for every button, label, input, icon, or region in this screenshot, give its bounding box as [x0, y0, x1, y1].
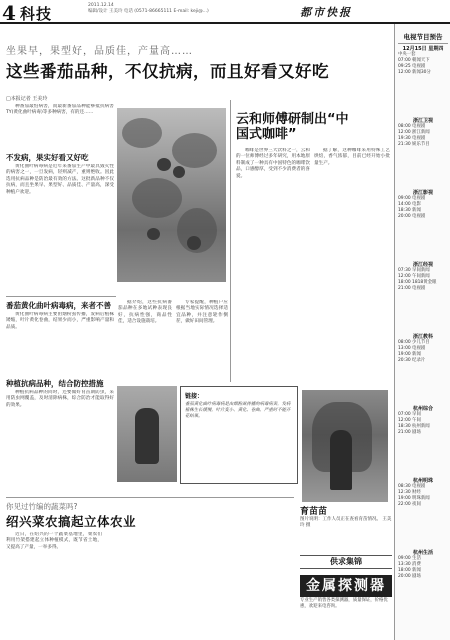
tv-program-line: 14:00 电影: [398, 202, 421, 207]
bottom-body-text: 近日，在绍兴的一个蔬菜基地里，菜农们利用竹架搭建起立体种植模式，既节省土地，又提高了产量，一举多得。: [6, 532, 102, 550]
tv-channel-block: [398, 334, 448, 364]
subhead-3: 种植抗病品种，结合防控措施: [6, 379, 104, 388]
tv-program-line: 08:00 少儿节目: [398, 340, 430, 345]
coffee-body-2: [314, 148, 390, 382]
tv-guide-title: 电视节目预告: [398, 30, 448, 44]
tv-program-line: 18:00 新闻: [398, 568, 421, 573]
tv-channel-name: 浙江影视: [412, 190, 433, 196]
coffee-body-1: [236, 148, 310, 382]
tv-channel-block: [398, 406, 448, 436]
body-5-text: 专家提醒，种植户应根据当地实际情况选择适宜品种，并注意轮作倒茬，做好田间管理。: [176, 300, 228, 325]
subhead-1: 不发病，果实好看又好吃: [6, 153, 89, 162]
info-box: [180, 386, 298, 484]
tv-program-line: 19:00 新闻: [398, 352, 421, 357]
tv-channel-name: 杭州生活: [412, 550, 433, 556]
tv-program-line: 21:00 剧场: [398, 430, 421, 435]
article-body-4: [118, 300, 172, 380]
article-kicker: 坐果早，果型好，品质佳，产量高……: [6, 46, 193, 57]
section-title: 科技: [20, 5, 53, 23]
article-body-2: [6, 312, 114, 372]
bottom-kicker: 你见过竹编的蔬菜吗?: [6, 502, 78, 511]
tv-program-line: 12:00 午间新闻: [398, 274, 430, 279]
tv-program-line: 07:00 早间: [398, 412, 421, 417]
tv-program-line: 09:00 电视剧: [398, 196, 426, 201]
tv-channel-name: 浙江卫视: [412, 118, 433, 124]
metal-detector-ad: 金属探测器: [300, 575, 392, 597]
page-header: [0, 0, 450, 24]
tv-program-line: 18:30 杭州新闻: [398, 424, 430, 429]
bottom-headline: 绍兴菜农搞起立体农业: [6, 514, 137, 529]
tv-guide-sidebar: [394, 24, 450, 640]
coffee-article-title: 云和师傅研制出“中国式咖啡”: [236, 112, 349, 142]
info-box-title: 链接：: [185, 393, 204, 400]
tv-channel-block: [398, 550, 448, 580]
tv-program-line: 20:00 电视剧: [398, 214, 426, 219]
article-body-3: [6, 390, 114, 494]
article-body-1: [6, 164, 114, 294]
article-lead: [6, 104, 114, 148]
body-1-text: 黄化曲叶病毒病是近年来番茄生产中最具毁灭性的病害之一，一旦发病，轻则减产，重则绝收。因此选用抗病品种是防治最有效的方法。这批新品种不仅抗病，而且坐果早、果型好、品质佳、产量高，深受种植户欢迎。: [6, 164, 114, 195]
tv-program-line: 22:00 夜间: [398, 502, 421, 507]
coffee-body-text: 咖啡是世界三大饮料之一，云和的一位师傅经过多年研究，用本地原料制成了一种具有中国特色的咖啡饮品，口感醇厚，受到不少消费者的喜爱。: [236, 148, 310, 179]
tv-program-line: 09:00 生活: [398, 556, 421, 561]
tv-program-line: 12:00 新闻30分: [398, 70, 431, 75]
tv-channel-block: [398, 190, 448, 220]
tv-program-line: 07:00 朝闻天下: [398, 58, 430, 63]
tv-program-line: 12:00 午间: [398, 418, 421, 423]
tv-program-line: 08:30 电视剧: [398, 484, 426, 489]
tv-channel-name: 浙江教科: [412, 334, 433, 340]
tv-program-line: 20:00 剧场: [398, 574, 421, 579]
article-byline: □本报记者 王美玲: [6, 96, 48, 102]
farmer-photo: [117, 386, 177, 482]
tv-channel-name: 杭州明珠: [412, 478, 433, 484]
classified-ad-header: 供求集锦: [300, 555, 392, 569]
header-editor: 编辑/设计 王美玲 电话 (0571-86665111 E-mail: keji@...): [88, 9, 209, 14]
tv-program-line: 20:30 纪录片: [398, 358, 426, 363]
header-date: 2011.12.14: [88, 3, 114, 8]
header-meta: [88, 3, 258, 15]
info-box-text: 番茄黄化曲叶病毒病是由烟粉虱传播的病毒病害，发病植株生长缓慢，叶片变小、黄化、卷曲，严重时不能开花结果。: [185, 402, 291, 420]
tv-program-line: 13:30 消费: [398, 562, 421, 567]
coffee-photo: [302, 390, 388, 502]
tv-channel-block: [398, 46, 448, 76]
tv-program-line: 07:30 早间新闻: [398, 268, 430, 273]
tv-program-line: 12:00 浙江新闻: [398, 130, 430, 135]
article-body-5: [176, 300, 228, 380]
page-number: 4: [2, 1, 16, 25]
photo-title: 育苗苗: [300, 507, 328, 517]
tv-channel-block: [398, 118, 448, 148]
tv-program-line: 09:25 电视剧: [398, 64, 426, 69]
tv-program-line: 中央一套: [398, 52, 416, 57]
ad-description: 专业生产销售各类探测器，质量保证，价格优惠，欢迎来电咨询。: [300, 598, 388, 609]
coffee-body-2-text: 据了解，这种咖啡采用特殊工艺烘焙，香气浓郁，目前已经开始小批量生产。: [314, 148, 390, 166]
subhead-2: 番茄黄化曲叶病毒病，来者不善: [6, 301, 111, 310]
bottom-body-1: [6, 532, 102, 636]
body-4-text: 据介绍，这些抗病番茄品种在多地试种表现良好，抗病性强，商品性佳，适合设施栽培。: [118, 300, 172, 325]
photo-caption: 图片说明：工作人员正在查看育苗情况。 王美玲 摄: [300, 517, 392, 528]
tv-program-line: 19:30 电视剧: [398, 136, 426, 141]
newspaper-logo: 都市快报: [300, 6, 352, 19]
article-headline: 这些番茄品种，不仅抗病，而且好看又好吃: [6, 62, 329, 81]
lead-text: 种番茄最怕病害，而最新番茄品种能够抵抗病害TY(黄化曲叶病毒)等多种病害，有的还……: [6, 104, 114, 116]
tv-channel-name: 浙江经视: [412, 262, 433, 268]
tv-program-line: 18:00 1818黄金眼: [398, 280, 437, 285]
tomato-photo: [117, 108, 226, 282]
tv-program-line: 21:30 娱乐节目: [398, 142, 430, 147]
tv-program-line: 12:30 财经: [398, 490, 421, 495]
tv-program-line: 19:00 明珠新闻: [398, 496, 430, 501]
tv-channel-block: [398, 478, 448, 508]
body-2-text: 黄化曲叶病毒病主要由烟粉虱传播，发病后植株矮缩，叶片黄化卷曲，结果少而小，严重影响产量和品质。: [6, 312, 114, 330]
tv-program-line: 18:30 新闻: [398, 208, 421, 213]
tv-program-line: 21:00 电视剧: [398, 286, 426, 291]
tv-channel-block: [398, 262, 448, 292]
tv-channel-name: 杭州综合: [412, 406, 433, 412]
tv-program-line: 13:00 电视剧: [398, 346, 426, 351]
tv-channel-name: 12月15日 星期四: [402, 46, 444, 52]
tv-program-line: 08:00 电视剧: [398, 124, 426, 129]
body-3-text: 种植抗病品种的同时，还要做好育苗期防虫，采用防虫网覆盖，及时清除病株，综合防治才能取得好的效果。: [6, 390, 114, 408]
